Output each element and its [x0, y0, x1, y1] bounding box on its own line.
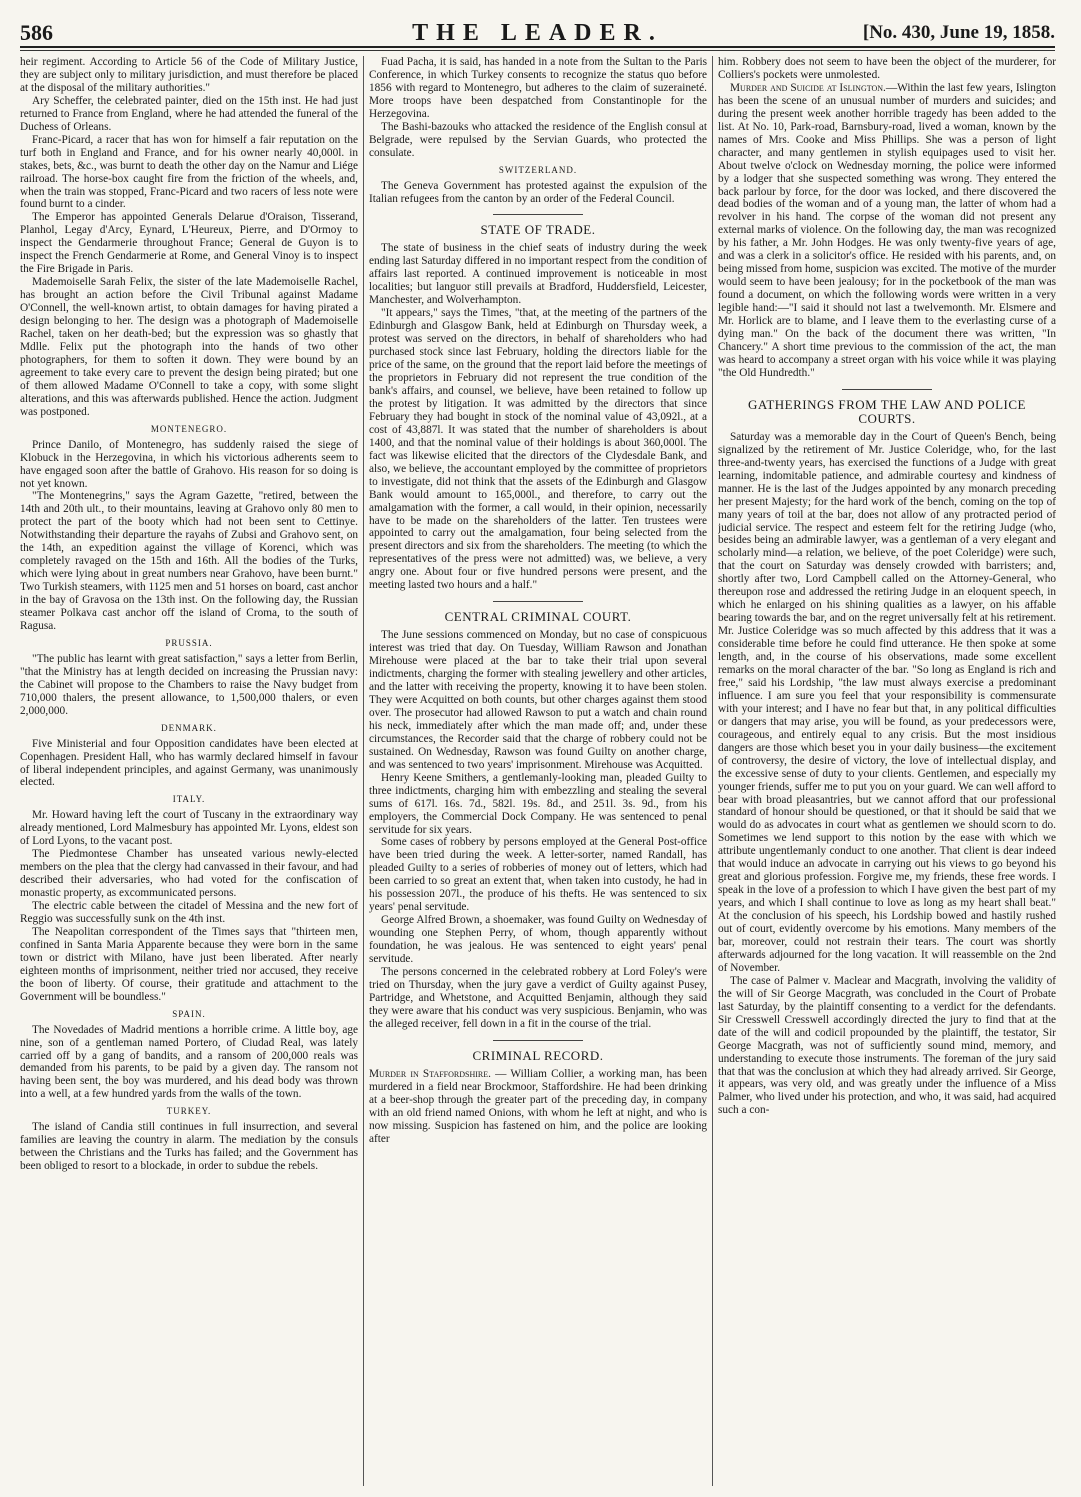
paragraph: The Bashi-bazouks who attacked the residence of the English consul at Belgrade, were repulsed by the Servian Guards, who protected the consulate. [369, 120, 707, 159]
paragraph: The island of Candia still continues in full insurrection, and several families are leaving the country in alarm. The mediation by the consuls between the Christians and the Turks has failed; and the Government has been obliged to resort to a blockade, in order to subdue the rebels. [20, 1121, 358, 1173]
issue-info: [No. 430, June 19, 1858. [862, 22, 1055, 43]
paragraph: Franc-Picard, a racer that has won for himself a fair reputation on the turf both in England and France, and for his owner nearly 40,000l. in stakes, bets, &c., was burnt to death the other day on the Namur and Liége railroad. The horse-box caught fire from the friction of the wheels, and, when the train was stopped, Franc-Picard and two racers of less note were found burnt to a cinder. [20, 133, 358, 211]
paragraph [718, 82, 1056, 380]
paragraph: Fuad Pacha, it is said, has handed in a note from the Sultan to the Paris Conference, in which Turkey consents to recognize the status quo before 1856 with regard to Montenegro, but adheres to the claim of suzeraineté. More troops have been despatched from Constantinople for the Herzegovina. [369, 56, 707, 120]
paragraph-lead: Murder and Suicide at Islington. [730, 81, 886, 94]
paragraph: him. Robbery does not seem to have been the object of the murderer, for Colliers's pockets were unmolested. [718, 56, 1056, 81]
section-heading: GATHERINGS FROM THE LAW AND POLICE COURTS. [747, 396, 1026, 426]
masthead [20, 20, 1055, 48]
section-heading: CENTRAL CRIMINAL COURT. [444, 609, 632, 625]
column-divider [363, 56, 364, 1486]
paragraph: The Neapolitan correspondent of the Times says that "thirteen men, confined in Santa Maria Apparente because they were born in the same town or district with Milano, have just been liberated. After nearly eighteen months of imprisonment, neither tried nor accused, they receive the boon of liberty. Of course, their gratitude and attachment to the Government will be boundless." [20, 925, 358, 1003]
paragraph: heir regiment. According to Article 56 of the Code of Military Justice, they are subject only to military jurisdiction, and must therefore be placed at the disposal of the military authorities." [20, 56, 358, 94]
section-rule [493, 214, 583, 215]
header-rule [20, 50, 1055, 51]
newspaper-title: THE LEADER. [412, 20, 663, 46]
paragraph-body: —Within the last few years, Islington has been the scene of an unusual number of murders and suicides; and during the present week another horrible tragedy has been added to the list. At No. 10, Park-road, Barnsbury-road, lived a woman, known by the names of Mrs. Cooke and Miss Phillips. She was a person of light character, and many gentlemen in stylish equipages used to visit her. About twelve o'clock on Wednesday morning, the police were informed by a lodger that she suspected something was wrong. They entered the back parlour by force, for the door was locked, and there discovered the dead bodies of the woman and of a young man, the latter of whom had a revolver in his hand. The corpse of the woman did not present any external marks of violence. On the following day, the man was recognized by his father, a Mr. John Hodges. He was only twenty-five years of age, and was a clerk in a solicitor's office. He resided with his parents, and, on being missed from home, suspicion was excited. The motive of the murder would seem to have been jealousy; for in the pocketbook of the man was found a document, on which the following words were written in a very legible hand:—"I said it should not last a twelvemonth. Mr. Elsmere and Mr. Horlick are to blame, and I leave them to the everlasting curse of a dying man." On the back of the document there was written, "In Chancery." A short time previous to the commission of the act, the man was heard to accompany a street organ with his voice while it was playing "the Old Hundredth." [718, 81, 1056, 379]
paragraph-lead: Murder in Staffordshire. [369, 1067, 491, 1080]
paragraph: The persons concerned in the celebrated robbery at Lord Foley's were tried on Thursday, when the jury gave a verdict of Guilty against Pusey, Partridge, and Whetstone, and Acquitted Benjamin, although they said they were aware that his conduct was very suspicious. Benjamin, who was the alleged receiver, fell down in a fit in the course of the trial. [369, 966, 707, 1030]
section-heading: STATE OF TRADE. [480, 222, 596, 238]
paragraph: Mr. Howard having left the court of Tuscany in the extraordinary way already mentioned, Lord Malmesbury has appointed Mr. Lyons, eldest son of Lord Lyons, to the vacant post. [20, 809, 358, 848]
section-subheading: TURKEY. [166, 1106, 212, 1117]
paragraph: The Geneva Government has protested against the expulsion of the Italian refugees from the canton by an order of the Federal Council. [369, 179, 707, 205]
paragraph: The electric cable between the citadel of Messina and the new fort of Reggio was successfully sunk on the 4th inst. [20, 900, 358, 925]
paragraph: Henry Keene Smithers, a gentlemanly-looking man, pleaded Guilty to three indictments, charging him with embezzling and stealing the several sums of 617l. 16s. 7d., 582l. 19s. 8d., and 251l. 3s. 9d., from his employers, the Commercial Dock Company. He was sentenced to penal servitude for six years. [369, 771, 707, 836]
paragraph: The case of Palmer v. Maclear and Macgrath, involving the validity of the will of Sir George Macgrath, was concluded in the Court of Probate last Saturday, by the plaintiff consenting to a verdict for the defendants. Sir Cresswell Cresswell accordingly directed the jury to find that at the date of the will and codicil propounded by the plaintiff, the testator, Sir George Macgrath, was not of sufficiently sound mind, memory, and understanding to execute those instruments. The foreman of the jury said that that was the conclusion at which they had already arrived. Sir George, it appears, was very old, and was greatly under the influence of a Miss Palmer, who lived under his protection, and who, it was said, had acquired such a con- [718, 974, 1056, 1117]
paragraph: The June sessions commenced on Monday, but no case of conspicuous interest was tried that day. On Tuesday, William Rawson and Jonathan Mirehouse were placed at the bar to take their trial upon several indictments, charging the former with stealing jewellery and other articles, and the latter with receiving the property, knowing it to have been stolen. They were Acquitted on both counts, but other charges against them stood over. The prosecutor had allowed Rawson to put a watch and chain round his neck, immediately after which the man made off; and, under these circumstances, the Recorder said that the charge of robbery could not be sustained. On Wednesday, Rawson was found Guilty on another charge, and was sentenced to two years' imprisonment. Mirehouse was Acquitted. [369, 629, 707, 771]
section-heading: CRIMINAL RECORD. [472, 1047, 604, 1063]
paragraph: Five Ministerial and four Opposition candidates have been elected at Copenhagen. President Hall, who has warmly declared himself in favour of liberal independent principles, and against Germany, was unanimously elected. [20, 737, 358, 789]
section-subheading: ITALY. [172, 794, 206, 805]
section-subheading: MONTENEGRO. [150, 423, 228, 434]
paragraph: The Novedades of Madrid mentions a horrible crime. A little boy, age nine, son of a gentleman named Portero, of Ciudad Real, was lately carried off by a gang of bandits, and a ransom of 200,000 reals was demanded from his parents, to be paid by a given day. The ransom not having been sent, the boy was murdered, and his dead body was thrown into a well, at a few hundred yards from the walls of the town. [20, 1023, 358, 1101]
section-subheading: SWITZERLAND. [498, 164, 578, 175]
column-1 [20, 56, 358, 1486]
section-subheading: PRUSSIA. [165, 637, 213, 648]
column-divider [712, 56, 713, 1486]
paragraph: Some cases of robbery by persons employed at the General Post-office have been tried during the week. A letter-sorter, named Randall, has pleaded Guilty to a series of robberies of money out of letters, which had been carried to so great an extent that, when taken into custody, he had in his possession 207l., the produce of his thefts. He was sentenced to six years' penal servitude. [369, 836, 707, 914]
paragraph [369, 1068, 707, 1146]
paragraph: Saturday was a memorable day in the Court of Queen's Bench, being signalized by the retirement of Mr. Justice Coleridge, who, for the last three-and-twenty years, has exercised the functions of a Judge with great learning, indomitable patience, and admirable courtesy and kindness of manner. He is the last of the Judges appointed by any monarch preceding her present Majesty; for the hard work of the bench, coming on the top of many years of toil at the bar, does not allow of any protracted period of judicial service. The respect and esteem felt for the retiring Judge (who, besides being an admirable lawyer, was a gentleman of a very elegant and scholarly mind—a relation, we believe, of the poet Coleridge) were such, that the court on Saturday was densely crowded with barristers; and, shortly after two, Lord Campbell called on the Attorney-General, who thereupon rose and addressed the retiring Judge in an eloquent speech, in which he enlarged on his shining qualities as a lawyer, on his affable bearing towards the bar, and on the regret universally felt at his retirement. Mr. Justice Coleridge was so much affected by this address that it was a considerable time before he could find utterance. He then spoke at some length, and, in the course of his observations, made some excellent remarks on the moral character of the bar. "So long as England is rich and free," said his Lordship, "the law must always exercise a predominant influence. I am sure you feel that your responsibility is commensurate with your interest; and I have no fear but that, in any political difficulties or dangers that may arise, you will be found, as your predecessors were, courageous, and entirely equal to any crisis. But the most insidious dangers are those which beset you in your daily business—the excitement of controversy, the desire of victory, the love of intellectual display, and the excessive sense of duty to your clients. Gentlemen, and especially my younger friends, suffer me to put you on your guard. We can well afford to bear with broad pleasantries, but we cannot afford that our professional standard of honour should be questioned, or that it should be said that we would do as advocates in court what as gentlemen we should scorn to do. Sometimes we lend support to this notion by the ease with which we attribute ungentlemanly conduct to one another. That client is dear indeed that would induce an advocate in carrying out his views to go beyond his great and glorious profession. Forgive me, my friends, these free words. I speak in the love of a profession to which I have given the best part of my years, and which I shall continue to love as long as my heart shall beat." At the conclusion of his speech, his Lordship bowed and hastily rushed out of court, evidently overcome by his emotions. Many members of the bar, moreover, could not restrain their tears. The court was shortly afterwards adjourned for the long vacation. It will reassemble on the 2nd of November. [718, 430, 1056, 974]
paragraph: The Piedmontese Chamber has unseated various newly-elected members on the plea that the clergy had canvassed in their favour, and had described their adversaries, who had voted for the confiscation of monastic property, as excommunicated persons. [20, 848, 358, 900]
column-3 [718, 56, 1056, 1486]
paragraph: Prince Danilo, of Montenegro, has suddenly raised the siege of Klobuck in the Herzegovina, in which his victorious adherents seem to have engaged soon after the battle of Grahovo. His reason for so doing is not yet known. [20, 438, 358, 490]
section-rule [493, 601, 583, 602]
paragraph: "The Montenegrins," says the Agram Gazette, "retired, between the 14th and 20th ult., to their mountains, leaving at Grahovo only 80 men to protect the part of the booty which had not been sent to Cettinye. Notwithstanding their departure the rayahs of Zubsi and Grahovo sent, on the 14th, an expedition against the village of Korenci, which was completely ravaged on the 15th and 16th. All the bodies of the Turks, which were lying about in great numbers near Grahovo, have been burnt." Two Turkish steamers, with 1125 men and 51 horses on board, cast anchor in the bay of Gravosa on the 13th inst. On the following day, the Russian steamer Polkava cast anchor off the island of Croma, to the south of Ragusa. [20, 490, 358, 632]
paragraph-body: — William Collier, a working man, has been murdered in a field near Brockmoor, Staffordshire. He had been drinking at a beer-shop through the greater part of the preceding day, in company with an old friend named Onions, with whom he left at night, and who is now missing. Suspicion has fastened on him, and the police are looking after [369, 1067, 707, 1145]
paragraph: Mademoiselle Sarah Felix, the sister of the late Mademoiselle Rachel, has brought an action before the Civil Tribunal against Madame O'Connell, the well-known artist, to obtain damages for having pirated a design belonging to her. The design was a photograph of Mademoiselle Rachel, taken on her death-bed; but the expression was so ghastly that Mdlle. Felix put the photograph into the hands of two other photographers, for them to soften it down. They were bound by an agreement to take every care to prevent the design being pirated; but one of them allowed Madame O'Connell to take a copy, with some slight alterations, and this was afterwards published. Hence the action. Judgment was postponed. [20, 276, 358, 418]
section-subheading: SPAIN. [172, 1008, 206, 1019]
section-rule [842, 389, 932, 390]
paragraph: "The public has learnt with great satisfaction," says a letter from Berlin, "that the Ministry has at length decided on increasing the Prussian navy: the Cabinet will propose to the Chambers to raise the Navy budget from 710,000 thalers, the present allowance, to 1,500,000 thalers, or even 2,000,000. [20, 652, 358, 717]
page-number: 586 [20, 20, 53, 45]
paragraph: "It appears," says the Times, "that, at the meeting of the partners of the Edinburgh and Glasgow Bank, held at Edinburgh on Thursday week, a protest was served on the directors, in behalf of shareholders who had purchased stock since last February, holding the directors liable for the price of the same, on the ground that the report laid before the meetings of the proprietors in February did not represent the true condition of the bank's affairs, and counsel, we believe, have been retained to follow up the protest by litigation. It was admitted by the directors that since February they had bought in stock of the nominal value of 43,092l., at a cost of 43,887l. It was stated that the number of shareholders is about 1400, and that the nominal value of their holdings is about 360,000l. The fact was likewise elicited that the directors of the Clydesdale Bank, and also, we believe, the accountant employed by the committee of proprietors to investigate, did not think that the assets of the Edinburgh and Glasgow Bank would amount to 165,000l., and therefore, to carry out the amalgamation with the former, a call would, in their opinion, necessarily have to be made on the shareholders of the latter. Ten trustees were appointed to carry out the amalgamation, four being selected from the present directors and six from the shareholders. The meeting (to which the representatives of the press were not admitted) was, we believe, a very angry one. About four or five hundred persons were present, and the meeting lasted two hours and a half." [369, 307, 707, 592]
column-2 [369, 56, 707, 1486]
paragraph: The Emperor has appointed Generals Delarue d'Oraison, Tisserand, Planhol, Legay d'Arcy, Eynard, L'Heureux, Pierre, and D'Ormoy to inspect the Gendarmerie throughout France; General de Guyon is to inspect the French Gendarmerie at Rome, and General Vinoy is to inspect the Fire Brigade in Paris. [20, 211, 358, 276]
section-rule [493, 1040, 583, 1041]
section-subheading: DENMARK. [161, 722, 217, 733]
paragraph: Ary Scheffer, the celebrated painter, died on the 15th inst. He had just returned to France from England, where he had attended the funeral of the Duchess of Orleans. [20, 94, 358, 133]
paragraph: George Alfred Brown, a shoemaker, was found Guilty on Wednesday of wounding one Stephen Perry, of whom, though apparently without foundation, he was jealous. He was sentenced to eight years' penal servitude. [369, 914, 707, 966]
paragraph: The state of business in the chief seats of industry during the week ending last Saturday differed in no important respect from the condition of affairs last reported. A continued improvement is noticeable in most localities; but languor still prevails at Bradford, Huddersfield, Leicester, Manchester, and Wolverhampton. [369, 242, 707, 307]
